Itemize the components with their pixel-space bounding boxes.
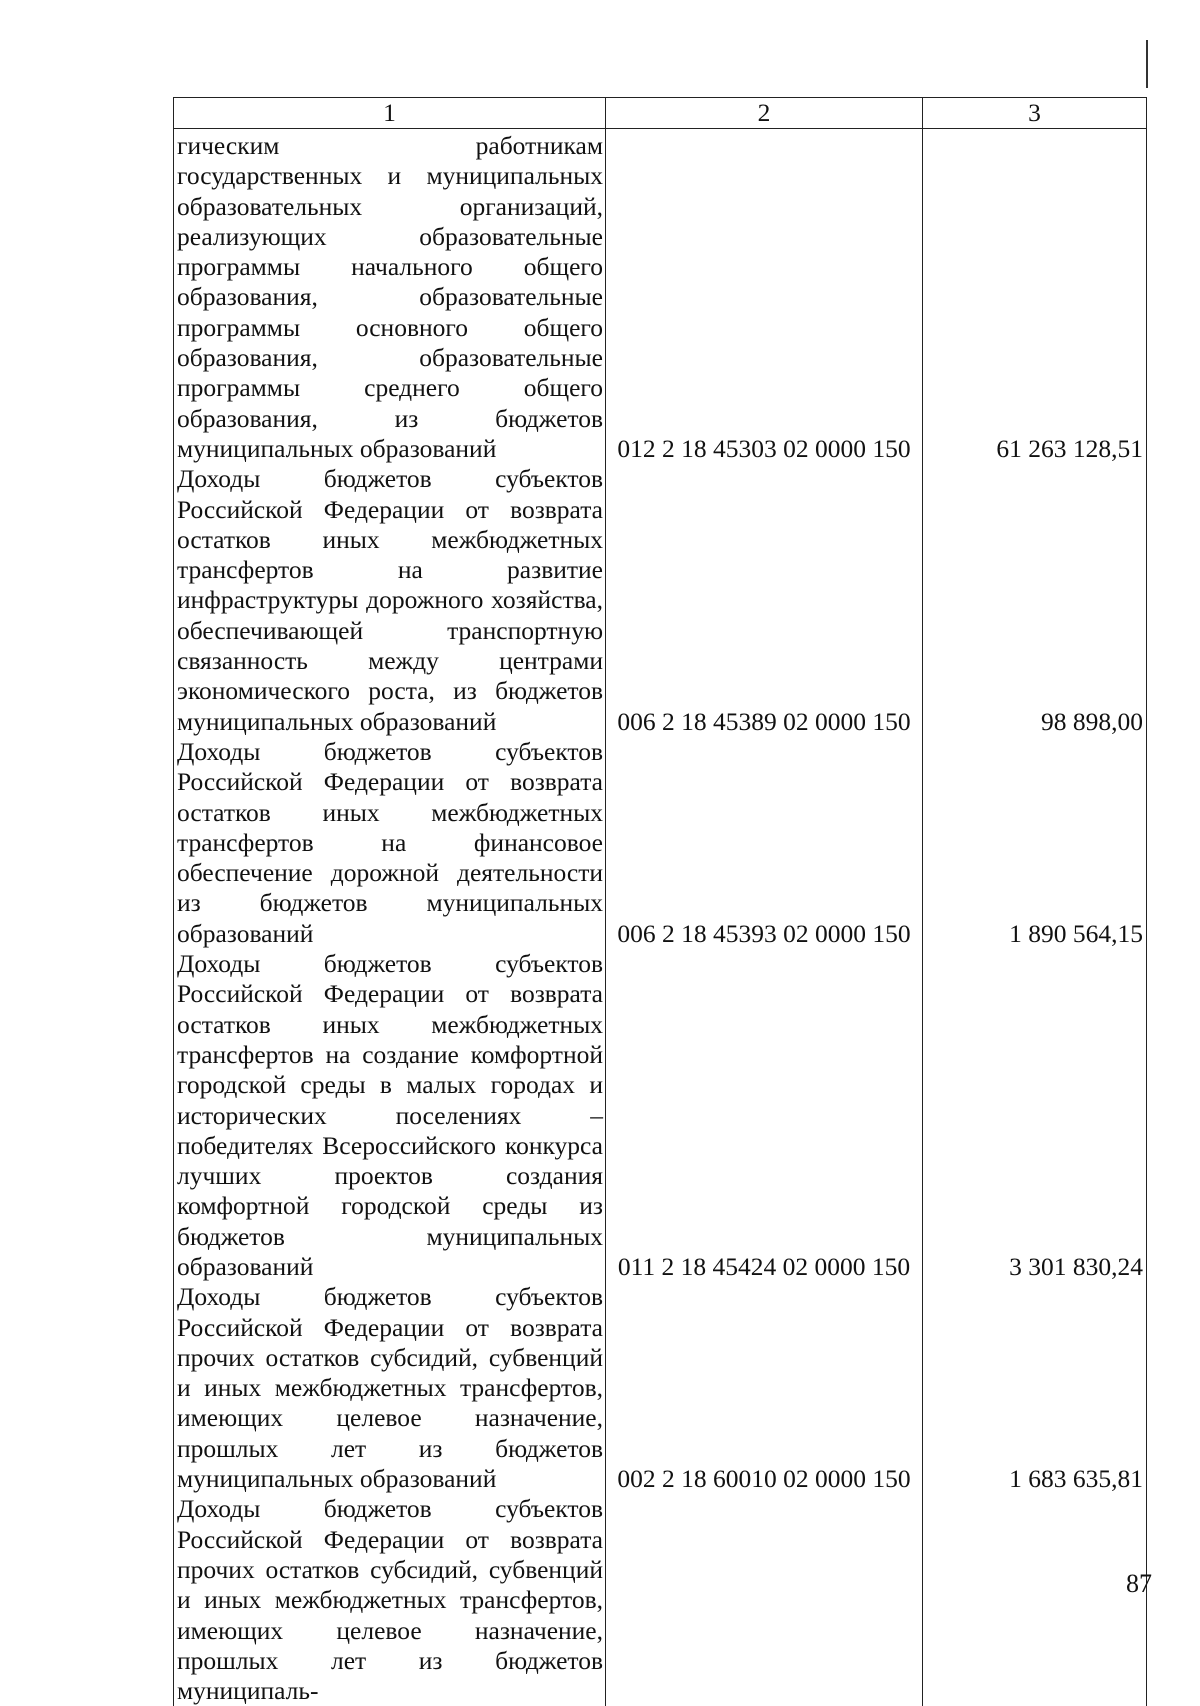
row-description: Доходы бюджетов субъектов Российской Федерации от возврата остатков иных межбюджетных трансфертов на создание комфортной городской среды в малых городах и исторических поселениях – победителях Всероссийского конкурса лучших проектов создания комфортной городской среды из бюджетов муниципальных образований	[174, 949, 606, 1282]
row-amount: 98 898,00	[923, 464, 1147, 737]
table-row	[174, 949, 1147, 1282]
scan-artifact-mark	[1146, 40, 1148, 88]
column-header-2: 2	[606, 98, 923, 129]
table-header-row	[174, 98, 1147, 129]
column-header-3: 3	[923, 98, 1147, 129]
row-description: Доходы бюджетов субъектов Российской Федерации от возврата прочих остатков субсидий, субвенций и иных межбюджетных трансфертов, имеющих целевое назначение, прошлых лет из бюджетов муниципаль-	[174, 1494, 606, 1706]
table-row	[174, 129, 1147, 465]
row-description: гическим работникам государственных и муниципальных образовательных организаций, реализующих образовательные программы начального общего образования, образовательные программы основного общего образования, образовательные программы среднего общего образования, из бюджетов муниципальных образований	[174, 129, 606, 465]
row-budget-code: 011 2 18 45424 02 0000 150	[606, 949, 923, 1282]
row-description: Доходы бюджетов субъектов Российской Федерации от возврата прочих остатков субсидий, субвенций и иных межбюджетных трансфертов, имеющих целевое назначение, прошлых лет из бюджетов муниципальных образований	[174, 1282, 606, 1494]
page-number: 87	[1126, 1569, 1152, 1598]
row-amount: 61 263 128,51	[923, 129, 1147, 465]
row-budget-code: 012 2 18 45303 02 0000 150	[606, 129, 923, 465]
table-row	[174, 737, 1147, 949]
row-budget-code: 002 2 18 60010 02 0000 150	[606, 1282, 923, 1494]
row-amount	[923, 1494, 1147, 1706]
row-description: Доходы бюджетов субъектов Российской Федерации от возврата остатков иных межбюджетных трансфертов на развитие инфраструктуры дорожного хозяйства, обеспечивающей транспортную связанность между центрами экономического роста, из бюджетов муниципальных образований	[174, 464, 606, 737]
column-header-1: 1	[174, 98, 606, 129]
row-description: Доходы бюджетов субъектов Российской Федерации от возврата остатков иных межбюджетных трансфертов на финансовое обеспечение дорожной деятельности из бюджетов муниципальных образований	[174, 737, 606, 949]
table-row	[174, 464, 1147, 737]
table-row	[174, 1494, 1147, 1706]
row-amount: 3 301 830,24	[923, 949, 1147, 1282]
row-amount: 1 683 635,81	[923, 1282, 1147, 1494]
row-budget-code: 006 2 18 45389 02 0000 150	[606, 464, 923, 737]
row-budget-code	[606, 1494, 923, 1706]
row-budget-code: 006 2 18 45393 02 0000 150	[606, 737, 923, 949]
revenue-table	[173, 97, 1147, 1706]
row-amount: 1 890 564,15	[923, 737, 1147, 949]
table-row	[174, 1282, 1147, 1494]
